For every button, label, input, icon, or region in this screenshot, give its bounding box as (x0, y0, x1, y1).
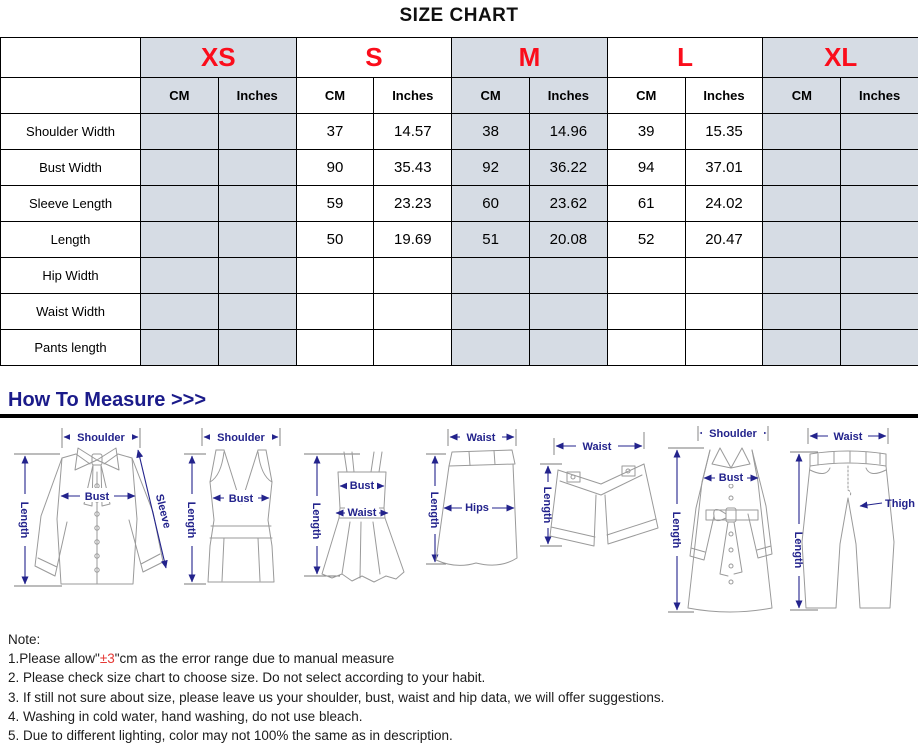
note-line-4: 4. Washing in cold water, hand washing, do not use bleach. (8, 708, 363, 724)
unit-header-inches: Inches (841, 78, 918, 114)
dress-diagram (300, 424, 422, 626)
cell (141, 222, 219, 258)
cell: 50 (296, 222, 374, 258)
unit-header-cm: CM (452, 78, 530, 114)
cell (763, 330, 841, 366)
table-row (1, 150, 918, 186)
coat-length-label: Length (670, 511, 682, 549)
corner-cell (1, 78, 141, 114)
unit-header-inches: Inches (374, 78, 452, 114)
cell (218, 294, 296, 330)
note-line-2: 2. Please check size chart to choose size. Do not select according to your habit. (8, 670, 486, 686)
cell (452, 258, 530, 294)
table-row (1, 294, 918, 330)
cell (296, 294, 374, 330)
dress-length-label: Length (310, 502, 322, 540)
coat-shoulder-label: Shoulder (709, 428, 757, 440)
cell (763, 222, 841, 258)
notes-title: Note: (8, 632, 41, 647)
cell: 23.23 (374, 186, 452, 222)
tank-diagram (180, 424, 302, 626)
blouse-length-label: Length (18, 501, 30, 539)
cell (841, 222, 918, 258)
blouse-shoulder-label: Shoulder (77, 432, 125, 444)
cell (841, 330, 918, 366)
cell: 19.69 (374, 222, 452, 258)
unit-header-inches: Inches (218, 78, 296, 114)
pants-waist-label: Waist (833, 431, 863, 443)
cell (141, 114, 219, 150)
size-header-row (1, 38, 918, 78)
cell: 23.62 (529, 186, 607, 222)
pants-diagram (788, 424, 918, 626)
coat-bust-label: Bust (718, 472, 744, 484)
cell (763, 150, 841, 186)
cell (763, 258, 841, 294)
divider-line (0, 414, 918, 418)
size-table (0, 37, 918, 366)
cell (607, 330, 685, 366)
unit-header-inches: Inches (529, 78, 607, 114)
cell: 20.08 (529, 222, 607, 258)
cell (685, 294, 763, 330)
cell (218, 258, 296, 294)
blouse-diagram (10, 424, 178, 626)
cell: 36.22 (529, 150, 607, 186)
table-row (1, 114, 918, 150)
unit-header-cm: CM (296, 78, 374, 114)
table-row (1, 258, 918, 294)
dress-waist-label: Waist (347, 507, 377, 519)
cell (374, 294, 452, 330)
cell (141, 330, 219, 366)
row-label: Hip Width (1, 258, 141, 294)
row-label: Bust Width (1, 150, 141, 186)
cell (141, 186, 219, 222)
shorts-diagram (538, 424, 666, 626)
cell (685, 258, 763, 294)
cell: 92 (452, 150, 530, 186)
blouse-bust-label: Bust (84, 491, 110, 503)
cell (218, 330, 296, 366)
size-header-xs: XS (141, 38, 297, 78)
cell (141, 294, 219, 330)
cell (141, 150, 219, 186)
skirt-waist-label: Waist (466, 432, 496, 444)
cell (607, 294, 685, 330)
cell: 35.43 (374, 150, 452, 186)
row-label: Length (1, 222, 141, 258)
dress-bust-label: Bust (349, 480, 375, 492)
unit-header-cm: CM (141, 78, 219, 114)
skirt-diagram (424, 424, 529, 626)
pants-thigh-label: Thigh (885, 498, 915, 510)
cell (841, 186, 918, 222)
cell (218, 222, 296, 258)
cell (452, 330, 530, 366)
cell (763, 114, 841, 150)
error-range-value: ±3 (99, 651, 115, 667)
cell: 51 (452, 222, 530, 258)
note-line-3: 3. If still not sure about size, please leave us your shoulder, bust, waist and hip data, we will offer suggestions. (8, 689, 665, 705)
unit-header-row (1, 78, 918, 114)
cell (607, 258, 685, 294)
note-line-1: 1.Please allow"±3"cm as the error range due to manual measure (8, 651, 395, 667)
shorts-length-label: Length (541, 486, 553, 524)
cell: 61 (607, 186, 685, 222)
cell: 90 (296, 150, 374, 186)
cell: 14.57 (374, 114, 452, 150)
cell (841, 294, 918, 330)
skirt-length-label: Length (428, 491, 440, 529)
cell: 14.96 (529, 114, 607, 150)
size-header-m: M (452, 38, 608, 78)
cell (296, 330, 374, 366)
cell: 38 (452, 114, 530, 150)
pants-length-label: Length (792, 531, 804, 569)
row-label: Pants length (1, 330, 141, 366)
table-row (1, 222, 918, 258)
note-line-5: 5. Due to different lighting, color may not 100% the same as in description. (8, 728, 453, 744)
cell (296, 258, 374, 294)
cell (218, 150, 296, 186)
tank-length-label: Length (185, 501, 197, 539)
cell (218, 186, 296, 222)
shorts-waist-label: Waist (582, 441, 612, 453)
cell (763, 186, 841, 222)
cell (529, 294, 607, 330)
measurement-diagrams (0, 424, 918, 626)
blouse-sleeve-label: Sleeve (152, 492, 173, 530)
cell (763, 294, 841, 330)
unit-header-cm: CM (763, 78, 841, 114)
coat-diagram (664, 424, 794, 626)
cell: 37.01 (685, 150, 763, 186)
how-to-measure-heading: How To Measure >>> (8, 389, 207, 411)
cell (529, 258, 607, 294)
unit-header-inches: Inches (685, 78, 763, 114)
notes-section (8, 630, 913, 745)
row-label: Sleeve Length (1, 186, 141, 222)
cell (374, 330, 452, 366)
cell: 60 (452, 186, 530, 222)
unit-header-cm: CM (607, 78, 685, 114)
cell: 52 (607, 222, 685, 258)
row-label: Shoulder Width (1, 114, 141, 150)
table-row (1, 186, 918, 222)
cell: 39 (607, 114, 685, 150)
cell: 15.35 (685, 114, 763, 150)
cell: 24.02 (685, 186, 763, 222)
cell: 20.47 (685, 222, 763, 258)
cell (218, 114, 296, 150)
cell (685, 330, 763, 366)
cell (841, 114, 918, 150)
row-label: Waist Width (1, 294, 141, 330)
skirt-hips-label: Hips (465, 502, 489, 514)
cell (841, 150, 918, 186)
cell (141, 258, 219, 294)
cell: 59 (296, 186, 374, 222)
page-title: SIZE CHART (399, 5, 519, 26)
cell (529, 330, 607, 366)
cell (374, 258, 452, 294)
cell (452, 294, 530, 330)
cell: 94 (607, 150, 685, 186)
tank-shoulder-label: Shoulder (217, 432, 265, 444)
corner-cell (1, 38, 141, 78)
size-header-l: L (607, 38, 763, 78)
cell (841, 258, 918, 294)
tank-bust-label: Bust (228, 493, 254, 505)
table-row (1, 330, 918, 366)
cell: 37 (296, 114, 374, 150)
size-header-xl: XL (763, 38, 918, 78)
size-header-s: S (296, 38, 452, 78)
